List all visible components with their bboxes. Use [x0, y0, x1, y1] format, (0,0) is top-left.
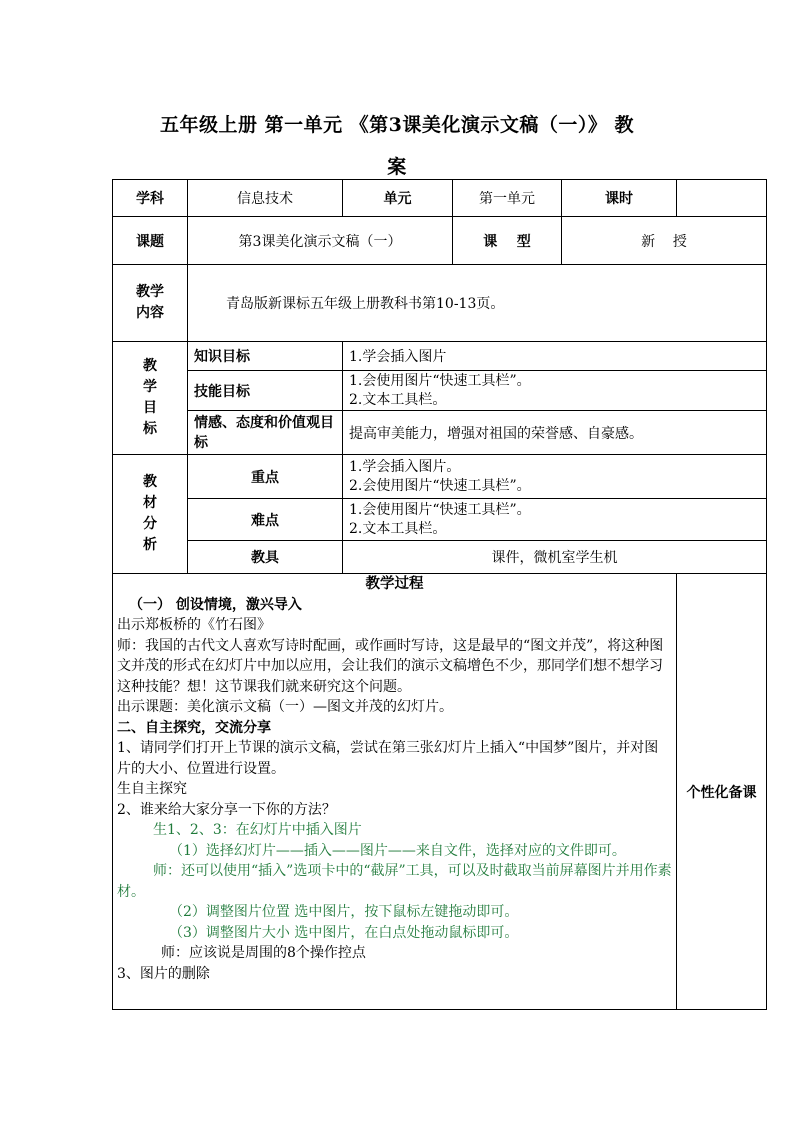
section-1-para-1: 出示郑板桥的《竹石图》	[117, 617, 271, 633]
unit-label: 单元	[343, 180, 453, 217]
goal-skill-line-1: 1.会使用图片“快速工具栏”。	[349, 372, 531, 389]
subject-label: 学科	[113, 180, 188, 217]
unit-value: 第一单元	[453, 180, 562, 217]
title-line-1: 五年级上册 第一单元 《第3课美化演示文稿（一）》 教	[159, 114, 635, 136]
section-2-green-1: 生1、2、3：在幻灯片中插入图片	[153, 822, 362, 838]
subject-value: 信息技术	[188, 180, 343, 217]
process-header: 教学过程	[365, 575, 424, 592]
section-2-heading: 二、自主探究，交流分享	[117, 719, 271, 736]
section-2-green-4: （2）调整图片位置 选中图片，按下鼠标左键拖动即可。	[169, 904, 519, 920]
difficulty-text	[343, 499, 767, 541]
section-1-heading: （一） 创设情境，激兴导入	[129, 596, 302, 613]
topic-label: 课题	[113, 217, 188, 265]
content-label: 教学 内容	[113, 265, 188, 342]
type-value: 新 授	[562, 217, 767, 265]
section-2-para-1: 1、请同学们打开上节课的演示文稿，尝试在第三张幻灯片上插入“中国梦”图片，并对图片的大小、位置进行设置。	[117, 740, 659, 777]
analysis-label: 教 材 分 析	[113, 455, 188, 574]
row-content	[113, 265, 767, 342]
content-value: 青岛版新课标五年级上册教科书第10-13页。	[188, 265, 767, 342]
key-point-text	[343, 455, 767, 499]
period-label: 课时	[562, 180, 677, 217]
goal-emotion-name: 情感、态度和价值观目标	[188, 411, 343, 455]
row-goal-knowledge	[113, 342, 767, 371]
section-2-green-2: （1）选择幻灯片——插入——图片——来自文件，选择对应的文件即可。	[169, 842, 626, 859]
section-2-para-2: 生自主探究	[117, 781, 187, 797]
key-point-name: 重点	[188, 455, 343, 499]
difficulty-line-2: 2.文本工具栏。	[349, 520, 447, 537]
goals-label: 教 学 目 标	[113, 342, 188, 455]
type-label: 课 型	[453, 217, 562, 265]
lesson-plan-table	[112, 179, 767, 1010]
teaching-process	[113, 574, 677, 1010]
section-2-para-3: 2、谁来给大家分享一下你的方法？	[117, 801, 336, 818]
section-2-para-4: 师：应该说是周围的8个操作控点	[161, 945, 366, 961]
row-tools	[113, 541, 767, 574]
goal-knowledge-text: 1.学会插入图片	[343, 342, 767, 371]
section-2-green-5: （3）调整图片大小 选中图片，在白点处拖动鼠标即可。	[169, 924, 519, 941]
period-value	[677, 180, 767, 217]
section-1-para-2: 师：我国的古代文人喜欢写诗时配画，或作画时写诗，这是最早的“图文并茂”，将这种图文并茂的形式在幻灯片中加以应用，会让我们的演示文稿增色不少，那同学们想不想学习这种技能？想！这节课我们就来研究这个问题。	[117, 637, 664, 695]
goal-emotion-text: 提高审美能力，增强对祖国的荣誉感、自豪感。	[343, 411, 767, 455]
topic-value: 第3课美化演示文稿（一）	[188, 217, 453, 265]
key-point-line-1: 1.学会插入图片。	[349, 458, 461, 475]
key-point-line-2: 2.会使用图片“快速工具栏”。	[349, 477, 531, 494]
row-topic	[113, 217, 767, 265]
personalized-prep-label: 个性化备课	[677, 574, 767, 1010]
goal-skill-line-2: 2.文本工具栏。	[349, 391, 447, 408]
document-title	[112, 104, 682, 188]
section-2-green-3: 师：还可以使用“插入”选项卡中的“截屏”工具，可以及时截取当前屏幕图片并用作素材。	[117, 863, 672, 900]
tools-text: 课件，微机室学生机	[343, 541, 767, 574]
section-2-para-5: 3、图片的删除	[117, 965, 210, 982]
row-goal-emotion	[113, 411, 767, 455]
goal-skill-name: 技能目标	[188, 371, 343, 411]
goal-skill-text	[343, 371, 767, 411]
difficulty-name: 难点	[188, 499, 343, 541]
section-1-para-3: 出示课题：美化演示文稿（一）—图文并茂的幻灯片。	[117, 699, 453, 715]
goal-knowledge-name: 知识目标	[188, 342, 343, 371]
row-subject	[113, 180, 767, 217]
title-line-2: 案	[387, 156, 407, 178]
row-difficulty	[113, 499, 767, 541]
difficulty-line-1: 1.会使用图片“快速工具栏”。	[349, 501, 531, 518]
row-process	[113, 574, 767, 1010]
row-key-point	[113, 455, 767, 499]
row-goal-skill	[113, 371, 767, 411]
tools-name: 教具	[188, 541, 343, 574]
